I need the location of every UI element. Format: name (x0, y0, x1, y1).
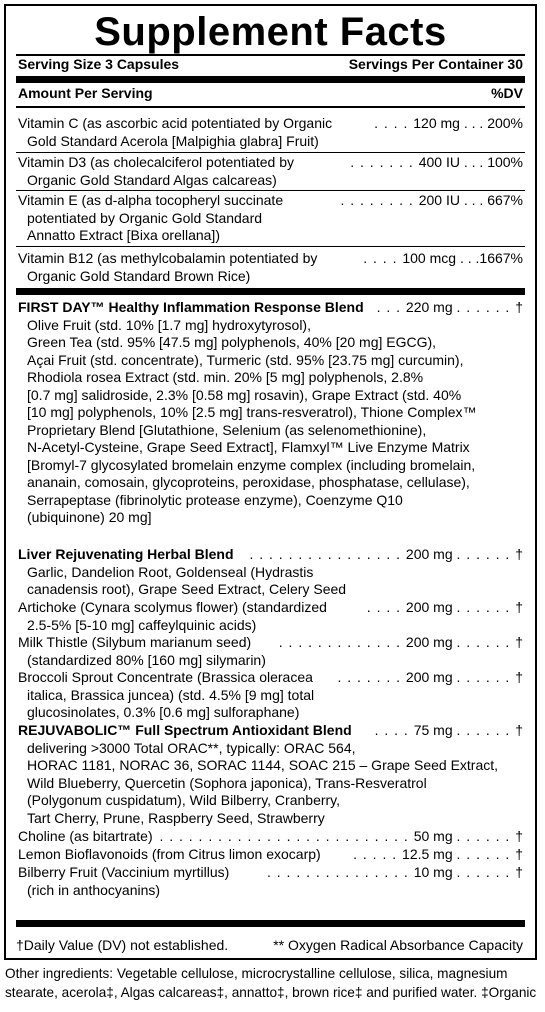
ingredient-dv: † (515, 828, 523, 844)
vitamin-c-row: Vitamin C (as ascorbic acid potentiated by Organic . . . . 120 mg . . . 200% Gold Standard Acerola [Malpighia glabra] Fruit) (18, 115, 523, 149)
blend-ingredients: ananain, comosain, glycoproteins, peroxidase, phosphatase, cellulase), (27, 474, 470, 490)
nutrient-amount: 120 mg (413, 115, 460, 131)
nutrient-amount: 200 IU (418, 192, 460, 208)
blend-name: FIRST DAY™ Healthy Inflammation Response Blend (18, 299, 364, 315)
choline-row: Choline (as bitartrate) . . . . . . . . . . . . . . . . . . . . . . . . . . 50 mg . . . . . . † (18, 828, 523, 844)
panel-title: Supplement Facts (94, 10, 447, 54)
blend-ingredients: Açai Fruit (std. concentrate), Turmeric (std. 95% [23.75 mg] curcumin), (27, 351, 464, 368)
ingredient-label: Bilberry Fruit (Vaccinium myrtillus) (18, 864, 230, 880)
milk-thistle-row: Milk Thistle (Silybum marianum seed) . . . . . . . . . . . . . 200 mg . . . . . . † (standardized 80% [160 mg] silymarin) (18, 634, 523, 668)
first-day-blend: FIRST DAY™ Healthy Inflammation Response Blend . . . 220 mg . . . . . . † Olive Fruit (std. 10% [1.7 mg] hydroxytyrosol), Green Tea (std. 95% [47.5 mg] polyphenols, 40% [20 mg] EGCG), Açai Fruit (std. concentrate), Turmeric (std. 95% [23.75 mg] curcumin), Rhodiola rosea Extract (std. min. 20% [5 mg] polyphenols, 2.8% [0.7 mg] salidroside, 2.3% [0.58 mg] rosavin), Grape Extract (std. 40% [10 mg] polyphenols, 10% [2.5 mg] trans-resveratrol), Thione Complex™ Proprietary Blend [Glutathione, Selenium (as selenomethionine), N-Acetyl-Cysteine, Grape Seed Extract], Flamxyl™ Live Enzyme Matrix [Bromyl-7 glycosylated bromelain enzyme complex (including bromelain, ananain, comosain, glycoproteins, peroxidase, phosphatase, cellulase), Serrapeptase (fibrinolytic protease enzyme), Coenzyme Q10 (ubiquinone) 20 mg] (18, 299, 523, 525)
blend-ingredients: Rhodiola rosea Extract (std. min. 20% [5 mg] polyphenols, 2.8% (27, 369, 424, 385)
ingredient-label: glucosinolates, 0.3% [0.6 mg] sulforaphane) (27, 704, 300, 720)
blend-ingredients: (Polygonum cuspidatum), Wild Bilberry, Cranberry, (27, 792, 341, 808)
nutrient-label: Organic Gold Standard Algas calcareas) (27, 171, 277, 188)
blend-amount: 75 mg (413, 722, 453, 738)
ingredient-dv: † (515, 634, 523, 650)
divider (16, 190, 525, 191)
ingredient-label: Artichoke (Cynara scolymus flower) (standardized (18, 599, 327, 615)
footnote-orac: ** Oxygen Radical Absorbance Capacity (270, 937, 525, 955)
nutrient-dv: 100% (487, 154, 523, 170)
blend-ingredients: [0.7 mg] salidroside, 2.3% [0.58 mg] rosavin), Grape Extract (std. 40% (27, 386, 462, 403)
vitamin-e-row: Vitamin E (as d-alpha tocopheryl succinate . . . . . . . . 200 IU . . . 667% potentiated by Organic Gold Standard Annatto Extract [Bixa orellana]) (18, 192, 523, 243)
blend-ingredients: [10 mg] polyphenols, 10% [2.5 mg] trans-resveratrol), Thione Complex™ (27, 404, 477, 420)
blend-ingredients: Olive Fruit (std. 10% [1.7 mg] hydroxytyrosol), (27, 316, 311, 333)
blend-ingredients: Garlic, Dandelion Root, Goldenseal (Hydrastis (27, 563, 314, 580)
blend-name: Liver Rejuvenating Herbal Blend (18, 546, 234, 562)
blend-ingredients: (ubiquinone) 20 mg] (27, 509, 152, 525)
divider (16, 152, 525, 153)
nutrient-dv: 1667% (479, 250, 523, 266)
blend-ingredients: Proprietary Blend [Glutathione, Selenium (as selenomethionine), (27, 421, 427, 438)
ingredient-label: italica, Brassica juncea) (std. 4.5% [9 mg] total (27, 686, 315, 703)
broccoli-row: Broccoli Sprout Concentrate (Brassica oleracea . . . . . . . 200 mg . . . . . . † italica, Brassica juncea) (std. 4.5% [9 mg] total glucosinolates, 0.3% [0.6 mg] sulforaphane) (18, 669, 523, 720)
nutrient-label: Organic Gold Standard Brown Rice) (27, 267, 251, 284)
ingredient-label: Choline (as bitartrate) (18, 828, 153, 844)
divider-thick (16, 76, 525, 83)
serving-size: Serving Size 3 Capsules (18, 56, 180, 72)
blend-ingredients: canadensis root), Grape Seed Extract, Celery Seed (27, 581, 347, 597)
other-ingredients-line: stearate, acerola‡, Algas calcareas‡, annatto‡, brown rice‡ and purified water. ‡Organic (5, 985, 537, 1000)
nutrient-dv: 667% (487, 192, 523, 208)
ingredient-amount: 200 mg (405, 669, 453, 685)
divider-thick (16, 288, 525, 295)
blend-ingredients: Green Tea (std. 95% [47.5 mg] polyphenols, 40% [20 mg] EGCG), (27, 334, 437, 350)
dv-header: %DV (488, 85, 523, 103)
blend-ingredients: N-Acetyl-Cysteine, Grape Seed Extract], Flamxyl™ Live Enzyme Matrix (27, 439, 470, 455)
nutrient-label: Vitamin D3 (as cholecalciferol potentiated by (18, 154, 295, 170)
nutrient-label: Vitamin E (as d-alpha tocopheryl succinate (18, 192, 284, 208)
divider (16, 246, 525, 247)
ingredient-amount: 200 mg (405, 634, 453, 650)
ingredient-label: Lemon Bioflavonoids (from Citrus limon exocarp) (18, 846, 321, 862)
other-ingredients-line: Other ingredients: Vegetable cellulose, microcrystalline cellulose, silica, magnesium (5, 966, 508, 981)
ingredient-label: (rich in anthocyanins) (27, 881, 161, 898)
blend-ingredients: Wild Blueberry, Quercetin (Sophora japonica), Trans-Resveratrol (27, 774, 427, 791)
ingredient-amount: 10 mg (413, 864, 453, 880)
blend-ingredients: [Bromyl-7 glycosylated bromelain enzyme complex (including bromelain, (27, 456, 476, 473)
blend-amount: 200 mg (405, 546, 453, 562)
lemon-row: Lemon Bioflavonoids (from Citrus limon exocarp) . . . . . 12.5 mg . . . . . . † (18, 846, 523, 862)
supplement-facts-panel (4, 4, 537, 960)
ingredient-amount: 200 mg (405, 599, 453, 615)
divider (16, 106, 525, 108)
footnotes (16, 937, 525, 955)
amount-header: Amount Per Serving (18, 85, 153, 101)
blend-amount: 220 mg (405, 299, 453, 315)
servings-per-container: Servings Per Container 30 (346, 56, 523, 74)
blend-ingredients: delivering >3000 Total ORAC**, typically: ORAC 564, (27, 739, 356, 756)
blend-ingredients: HORAC 1181, NORAC 36, SORAC 1144, SOAC 215 – Grape Seed Extract, (27, 757, 499, 773)
footnote-dv: †Daily Value (DV) not established. (16, 937, 229, 953)
ingredient-dv: † (515, 669, 523, 685)
nutrient-label: potentiated by Organic Gold Standard (27, 209, 263, 226)
blend-name: REJUVABOLIC™ Full Spectrum Antioxidant Blend (18, 722, 352, 738)
rejuvabolic-blend: REJUVABOLIC™ Full Spectrum Antioxidant Blend . . . . 75 mg . . . . . . † delivering >3000 Total ORAC**, typically: ORAC 564, HORAC 1181, NORAC 36, SORAC 1144, SOAC 215 – Grape Seed Extract, Wild Blueberry, Quercetin (Sophora japonica), Trans-Resveratrol (Polygonum cuspidatum), Wild Bilberry, Cranberry, Tart Cherry, Prune, Raspberry Seed, Strawberry (18, 722, 523, 826)
blend-dv: † (515, 546, 523, 562)
ingredient-label: (standardized 80% [160 mg] silymarin) (27, 651, 266, 668)
nutrient-label: Gold Standard Acerola [Malpighia glabra] Fruit) (27, 132, 319, 149)
vitamin-b12-row: Vitamin B12 (as methylcobalamin potentiated by . . . . 100 mcg . . .1667% Organic Gold Standard Brown Rice) (18, 250, 523, 284)
blend-dv: † (515, 722, 523, 738)
blend-ingredients: Serrapeptase (fibrinolytic protease enzyme), Coenzyme Q10 (27, 491, 403, 508)
nutrient-dv: 200% (487, 115, 523, 131)
ingredient-amount: 12.5 mg (402, 846, 453, 862)
blend-dv: † (515, 299, 523, 315)
nutrient-label: Annatto Extract [Bixa orellana]) (27, 227, 220, 243)
nutrient-label: Vitamin B12 (as methylcobalamin potentiated by (18, 250, 318, 266)
ingredient-dv: † (515, 846, 523, 862)
liver-blend: Liver Rejuvenating Herbal Blend . . . . . . . . . . . . . . . . 200 mg . . . . . . † Garlic, Dandelion Root, Goldenseal (Hydrastis canadensis root), Grape Seed Extract, Celery Seed (18, 546, 523, 597)
other-ingredients (5, 964, 543, 1002)
nutrient-label: Vitamin C (as ascorbic acid potentiated by Organic (18, 115, 333, 131)
serving-info (18, 56, 523, 74)
nutrient-amount: 100 mcg (402, 250, 457, 266)
bilberry-row: Bilberry Fruit (Vaccinium myrtillus) . . . . . . . . . . . . . . . 10 mg . . . . . . † (rich in anthocyanins) (18, 864, 523, 898)
ingredient-amount: 50 mg (413, 828, 453, 844)
ingredient-label: Milk Thistle (Silybum marianum seed) (18, 634, 252, 650)
ingredient-dv: † (515, 599, 523, 615)
vitamin-d3-row: Vitamin D3 (as cholecalciferol potentiated by . . . . . . . 400 IU . . . 100% Organic Gold Standard Algas calcareas) (18, 154, 523, 188)
artichoke-row: Artichoke (Cynara scolymus flower) (standardized . . . . 200 mg . . . . . . † 2.5-5% [5-10 mg] caffeylquinic acids) (18, 599, 523, 633)
divider-thick (16, 920, 525, 927)
blend-ingredients: Tart Cherry, Prune, Raspberry Seed, Strawberry (27, 809, 325, 826)
amount-header-row (18, 85, 523, 103)
ingredient-label: 2.5-5% [5-10 mg] caffeylquinic acids) (27, 616, 257, 633)
nutrient-amount: 400 IU (418, 154, 460, 170)
ingredient-dv: † (515, 864, 523, 880)
ingredient-label: Broccoli Sprout Concentrate (Brassica oleracea (18, 669, 313, 685)
